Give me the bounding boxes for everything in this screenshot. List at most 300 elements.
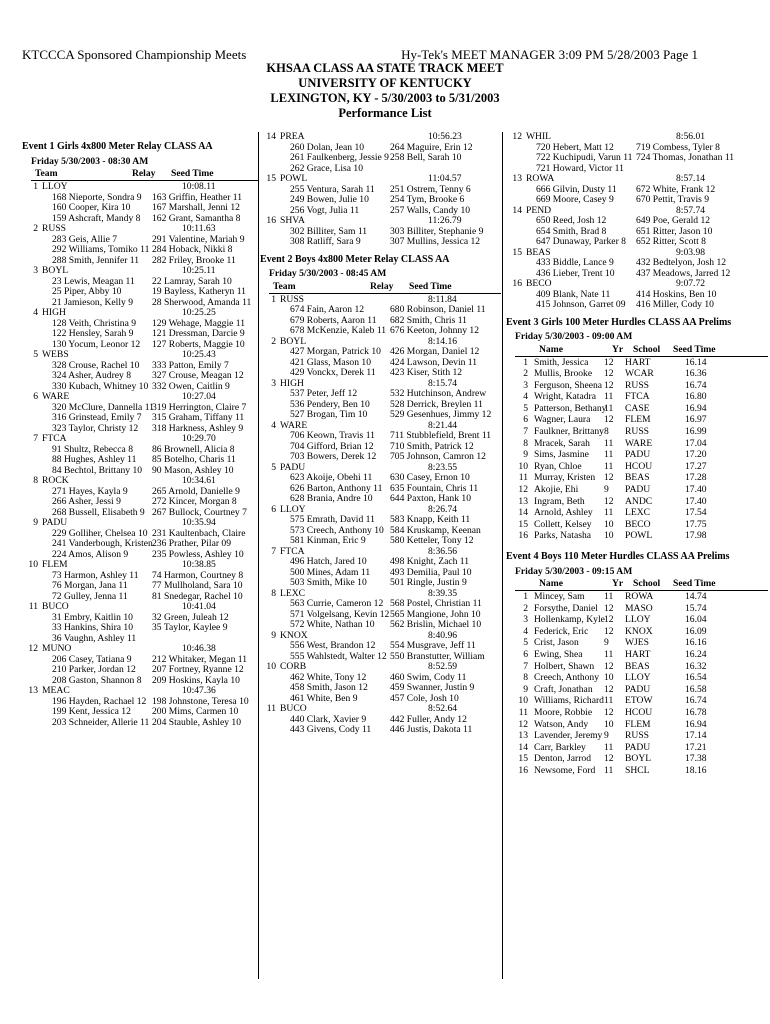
relay-legs-row [290,599,501,610]
athlete-name: Ferguson, Sheena [534,379,603,391]
relay-athlete: 556 West, Brandon 12 [290,640,376,651]
team-code: POWL [280,173,308,184]
place: 3 [523,379,528,391]
relay-athlete: 724 Thomas, Jonathan 11 [636,152,735,163]
place: 11 [518,472,528,484]
athlete-name: Wagner, Laura [534,414,591,426]
relay-athlete: 255 Ventura, Sarah 11 [290,183,375,195]
relay-athlete: 409 Blank, Nate 11 [536,288,611,300]
relay-athlete: 442 Fuller, Andy 12 [390,713,467,725]
school: HCOU [625,706,653,718]
relay-legs-row [290,164,501,175]
relay-athlete: 32 Green, Juleah 12 [152,611,229,623]
relay-athlete: 307 Mullins, Jessica 12 [390,236,481,247]
relay-athlete: 318 Harkness, Ashley 9 [152,422,244,434]
seed-time: 16.32 [685,660,707,672]
seed-time: 10:11.63 [182,223,216,234]
relay-legs-row [52,623,258,634]
school: FLEM [625,414,651,426]
event-title: Event 4 Boys 110 Meter Hurdles CLASS AA Prelims [506,551,730,562]
relay-athlete: 315 Graham, Tiffany 11 [152,412,245,423]
team-code: BOYL [280,335,307,347]
team-code: BUCO [280,703,307,714]
document-titles [0,61,770,121]
relay-athlete: 241 Vanderbough, Kristen [52,538,153,549]
athlete-name: Forsythe, Daniel [534,602,598,614]
relay-legs-row [52,245,258,256]
relay-athlete: 91 Shultz, Rebecca 8 [52,443,133,455]
team-code: FLEM [42,559,68,570]
year: 9 [604,637,609,649]
relay-athlete: 626 Barton, Anthony 11 [290,482,383,494]
relay-athlete: 81 Snedegar, Rachel 10 [152,590,243,602]
relay-team-row [260,132,501,143]
relay-athlete: 437 Meadows, Jarred 12 [636,267,731,279]
relay-athlete: 330 Kubach, Whitney 10 [52,380,149,392]
column-seed: Seed Time [673,578,716,589]
seed-time: 10:38.85 [182,559,216,570]
relay-legs-row [52,256,258,267]
relay-team-row [260,295,501,306]
relay-athlete: 580 Ketteler, Tony 12 [390,535,474,546]
relay-legs-row [52,707,258,718]
relay-athlete: 271 Hayes, Kayla 9 [52,485,128,497]
relay-legs-row [52,550,258,561]
place: 8 [523,437,528,449]
relay-team-row [22,434,258,445]
team-code: LLOY [42,181,68,192]
relay-legs-row [290,620,501,631]
year: 12 [604,472,614,484]
relay-team-row [260,174,501,185]
relay-athlete: 73 Harmon, Ashley 11 [52,569,139,581]
place: 8 [33,475,38,486]
school: MASO [625,602,653,614]
athlete-name: Collett, Kelsey [534,518,592,530]
place: 11 [28,601,38,612]
column-divider [258,132,259,979]
event-date: Friday 5/30/2003 - 08:45 AM [269,268,387,279]
team-code: MEAC [42,685,70,696]
column-3 [506,132,768,778]
relay-legs-row [536,164,768,175]
relay-legs-row [536,216,768,227]
relay-athlete: 251 Ostrem, Tenny 6 [390,183,471,195]
relay-legs-row [52,287,258,298]
relay-athlete: 652 Ritter, Scott 8 [636,236,706,247]
relay-athlete: 229 Golliher, Chelsea 10 [52,527,148,539]
relay-athlete: 416 Miller, Cody 10 [636,299,714,310]
seed-time: 10:35.94 [182,517,216,528]
relay-athlete: 436 Lieber, Trent 10 [536,267,615,279]
column-1 [22,132,258,728]
school: RUSS [625,379,649,391]
seed-time: 17.98 [685,530,707,542]
relay-athlete: 127 Roberts, Maggie 10 [152,338,245,350]
seed-time: 16.16 [685,637,707,649]
seed-time: 16.09 [685,625,707,637]
relay-legs-row [290,494,501,505]
seed-time: 10:25.43 [182,349,216,360]
relay-team-row [506,279,768,290]
place: 4 [33,307,38,318]
relay-athlete: 200 Mims, Carmen 10 [152,706,239,717]
relay-athlete: 209 Hoskins, Kayla 10 [152,674,240,686]
school: WCAR [625,368,654,380]
year: 11 [604,741,614,753]
relay-athlete: 23 Lewis, Meagan 11 [52,275,135,287]
list-title: Performance List [338,106,432,120]
athlete-name: Federick, Eric [534,625,589,637]
relay-legs-row [52,539,258,550]
relay-athlete: 163 Griffin, Heather 11 [152,191,243,203]
column-year: Yr [612,578,624,589]
relay-athlete: 162 Grant, Samantha 8 [152,212,241,224]
relay-athlete: 323 Taylor, Christy 12 [52,422,139,434]
relay-athlete: 459 Swanner, Justin 9 [390,682,475,693]
relay-athlete: 231 Kaultenbach, Claire [152,527,246,539]
relay-athlete: 283 Geis, Allie 7 [52,233,118,245]
relay-team-row [260,379,501,390]
relay-athlete: 160 Cooper, Kira 10 [52,202,131,213]
seed-time: 8:36.56 [428,545,458,557]
relay-athlete: 623 Akoije, Obehi 11 [290,472,373,483]
seed-time: 17.28 [685,472,707,484]
relay-athlete: 264 Maguire, Erin 12 [390,141,473,153]
athlete-name: Williams, Richard [534,695,604,707]
relay-legs-row [52,466,258,477]
relay-athlete: 457 Cole, Josh 10 [390,692,459,704]
relay-athlete: 85 Botelho, Charis 11 [152,454,236,465]
relay-athlete: 268 Bussell, Elisabeth 9 [52,506,145,518]
athlete-name: Moore, Robbie [534,706,593,718]
relay-athlete: 76 Morgan, Jana 11 [52,580,128,591]
relay-athlete: 256 Vogt, Julia 11 [290,204,360,216]
relay-athlete: 720 Hebert, Matt 12 [536,141,614,153]
column-seed: Seed Time [171,168,214,179]
relay-legs-row [290,578,501,589]
athlete-name: Mracek, Sarah [534,437,590,449]
relay-athlete: 88 Hughes, Ashley 11 [52,454,137,465]
relay-athlete: 443 Givens, Cody 11 [290,724,372,735]
column-seed: Seed Time [673,343,716,355]
athlete-name: Creech, Anthony [534,672,600,684]
seed-time: 17.27 [685,460,707,472]
athlete-name: Mincey, Sam [534,591,585,602]
relay-athlete: 575 Emrath, David 11 [290,514,375,525]
relay-athlete: 562 Brislin, Michael 10 [390,619,482,630]
year: 11 [604,695,614,707]
school: CASE [625,402,650,414]
team-code: PADU [280,461,306,473]
relay-athlete: 461 White, Ben 9 [290,692,358,704]
place: 15 [512,246,522,258]
seed-time: 16.04 [685,614,707,626]
hurdle-entry-row [506,592,768,604]
relay-athlete: 303 Billiter, Stephanie 9 [390,225,484,237]
relay-athlete: 198 Johnstone, Teresa 10 [152,695,249,707]
relay-athlete: 711 Stubblefield, Brent 11 [390,430,492,441]
event-date: Friday 5/30/2003 - 09:15 AM [515,565,633,577]
seed-time: 17.20 [685,449,707,461]
team-code: WEBS [42,349,69,360]
relay-athlete: 501 Ringle, Justin 9 [390,577,467,588]
seed-time: 16.74 [685,379,707,391]
seed-time: 9:03.98 [676,246,706,258]
school: HART [625,648,651,660]
relay-team-row [22,560,258,571]
relay-legs-row [52,424,258,435]
relay-athlete: 204 Stauble, Ashley 10 [152,716,242,728]
seed-time: 10:29.70 [182,433,216,444]
team-code: KNOX [280,629,308,641]
relay-team-row [22,308,258,319]
relay-athlete: 19 Bayless, Katheryn 11 [152,286,246,297]
relay-legs-row [290,652,501,663]
relay-athlete: 414 Hoskins, Ben 10 [636,288,717,300]
place: 1 [33,181,38,192]
relay-column-header [269,282,501,294]
seed-time: 17.40 [685,495,707,507]
relay-legs-row [290,206,501,217]
relay-legs-row [290,473,501,484]
place: 5 [523,402,528,414]
school: BEAS [625,660,650,672]
relay-athlete: 630 Casey, Ernon 10 [390,472,470,483]
place: 12 [512,131,522,142]
place: 6 [523,414,528,426]
seed-time: 10:46.38 [182,643,216,654]
year: 11 [604,449,614,461]
team-code: SHVA [280,215,305,226]
relay-athlete: 266 Asher, Jessi 9 [52,496,121,507]
column-team: Team [273,280,296,292]
team-code: BUCO [42,601,69,612]
seed-time: 17.40 [685,484,707,496]
relay-athlete: 168 Nieporte, Sondra 9 [52,191,142,203]
school: ANDC [625,495,653,507]
relay-legs-row [290,641,501,652]
relay-athlete: 324 Asher, Audrey 8 [52,370,132,381]
seed-time: 8:40.96 [428,629,458,641]
relay-team-row [260,631,501,642]
relay-team-row [506,174,768,185]
school: WJES [625,637,649,649]
event-date: Friday 5/30/2003 - 09:00 AM [515,331,633,342]
relay-athlete: 644 Paxton, Hank 10 [390,493,472,504]
school: SHCL [625,764,650,776]
spacer [260,248,501,252]
seed-time: 8:57.74 [676,204,706,216]
relay-athlete: 28 Sherwood, Amanda 11 [152,296,252,308]
team-code: PEND [526,204,552,216]
event-title: Event 3 Girls 100 Meter Hurdles CLASS AA Prelims [506,316,732,328]
hurdle-entry-row [506,731,768,743]
team-code: WHIL [526,131,552,142]
year: 12 [604,368,614,380]
relay-athlete: 206 Casey, Tatiana 9 [52,653,132,665]
hurdle-entry-row [506,485,768,497]
athlete-name: Newsome, Ford [534,764,596,776]
place: 14 [512,204,522,216]
relay-athlete: 572 White, Nathan 10 [290,619,375,630]
relay-athlete: 236 Prather, Pilar 09 [152,538,232,549]
relay-athlete: 460 Swim, Cody 11 [390,671,467,683]
team-code: RUSS [42,223,66,234]
team-code: WARE [42,391,70,402]
athlete-name: Smith, Jessica [534,356,589,368]
school: ROWA [625,591,654,602]
place: 6 [271,503,276,515]
relay-athlete: 493 Demilia, Paul 10 [390,566,472,578]
relay-team-row [260,505,501,516]
athlete-name: Parks, Natasha [534,530,592,542]
relay-athlete: 284 Hoback, Nikki 8 [152,244,233,255]
seed-time: 8:26.74 [428,503,458,515]
seed-time: 11:04.57 [428,173,462,184]
place: 10 [266,661,276,672]
place: 2 [271,335,276,347]
relay-athlete: 678 McKenzie, Kaleb 11 [290,325,387,336]
relay-athlete: 267 Bullock, Courtney 7 [152,506,247,518]
relay-team-row [260,216,501,227]
spacer [506,543,768,549]
relay-legs-row [52,634,258,645]
year: 9 [604,484,609,496]
team-code: LEXC [280,587,306,599]
seed-time: 10:08.11 [182,181,216,192]
seed-time: 16.54 [685,672,707,684]
seed-time: 16.74 [685,695,707,707]
relay-athlete: 25 Piper, Abby 10 [52,286,122,297]
athlete-name: Ingram, Beth [534,495,585,507]
spacer [506,311,768,315]
athlete-name: Ryan, Chloe [534,460,582,472]
event-date: Friday 5/30/2003 - 08:30 AM [31,155,149,167]
column-year: Yr [612,343,624,355]
seed-time: 10:41.04 [182,601,216,612]
column-team: Team [35,168,58,179]
relay-athlete: 536 Pendery, Ben 10 [290,398,370,410]
seed-time: 8:11.84 [428,293,457,305]
athlete-name: Wright, Katadra [534,391,596,403]
relay-legs-row [290,326,501,337]
software-timestamp: Hy-Tek's MEET MANAGER 3:09 PM 5/28/2003 Page 1 [401,47,698,62]
team-code: HIGH [280,377,304,389]
place: 6 [523,648,528,660]
year: 12 [604,414,614,426]
place: 9 [33,517,38,528]
school: RUSS [625,426,649,438]
place: 9 [271,629,276,641]
relay-legs-row [290,237,501,248]
athlete-name: Crist, Jason [534,637,579,649]
relay-athlete: 666 Gilvin, Dusty 11 [536,183,617,195]
place: 11 [266,703,276,714]
school: POWL [625,530,653,542]
school: KNOX [625,625,653,637]
relay-legs-row [52,508,258,519]
relay-legs-row [290,431,501,442]
relay-legs-row [536,258,768,269]
athlete-name: Ewing, Shea [534,648,583,660]
relay-athlete: 722 Kuchipudi, Varun 11 [536,152,633,163]
year: 11 [604,764,614,776]
relay-athlete: 421 Glass, Mason 10 [290,356,372,368]
relay-legs-row [290,557,501,568]
relay-legs-row [290,515,501,526]
relay-athlete: 432 Bedtelyon, Josh 12 [636,257,727,268]
relay-athlete: 224 Amos, Alison 9 [52,548,129,560]
relay-athlete: 628 Brania, Andre 10 [290,493,373,504]
athlete-name: Denton, Jarrod [534,753,592,765]
team-code: PADU [42,517,68,528]
seed-time: 10:34.61 [182,475,216,486]
seed-time: 16.36 [685,368,707,380]
year: 9 [604,730,609,742]
column-name: Name [539,578,563,589]
relay-athlete: 327 Crouse, Meagan 12 [152,370,244,381]
relay-team-row [22,518,258,529]
relay-athlete: 563 Currie, Cameron 12 [290,598,384,609]
school: PADU [625,741,651,753]
relay-athlete: 669 Moore, Casey 9 [536,194,614,205]
year: 11 [604,402,614,414]
team-code: ROCK [42,475,69,486]
relay-team-row [22,602,258,613]
place: 15 [518,518,528,530]
relay-athlete: 74 Harmon, Courtney 8 [152,569,244,581]
relay-athlete: 257 Walls, Candy 10 [390,204,471,216]
hurdle-column-header [515,345,768,357]
school: LLOY [625,614,651,626]
year: 10 [604,518,614,530]
relay-legs-row [52,581,258,592]
relay-athlete: 426 Morgan, Daniel 12 [390,346,480,357]
relay-athlete: 260 Dolan, Jean 10 [290,141,365,153]
relay-athlete: 651 Ritter, Jason 10 [636,225,713,237]
venue-title: UNIVERSITY OF KENTUCKY [298,76,472,90]
relay-athlete: 129 Wehage, Maggie 11 [152,317,246,329]
relay-legs-row [52,665,258,676]
team-code: BEAS [526,246,551,258]
year: 11 [604,648,614,660]
school: ETOW [625,695,653,707]
school: PADU [625,683,651,695]
year: 10 [604,672,614,684]
relay-team-row [506,206,768,217]
relay-team-row [22,392,258,403]
place: 7 [523,426,528,438]
seed-time: 8:57.14 [676,173,706,184]
athlete-name: Holbert, Shawn [534,660,595,672]
place: 13 [518,730,528,742]
relay-athlete: 503 Smith, Mike 10 [290,577,367,588]
team-code: LLOY [280,503,306,515]
year: 12 [604,495,614,507]
relay-athlete: 462 White, Tony 12 [290,671,367,683]
seed-time: 8:21.44 [428,419,458,431]
relay-athlete: 424 Lawson, Devin 11 [390,356,478,368]
meet-sponsor: KTCCCA Sponsored Championship Meets [22,47,247,62]
athlete-name: Arnold, Ashley [534,507,593,519]
seed-time: 17.04 [685,437,707,449]
relay-legs-row [536,153,768,164]
relay-athlete: 550 Branstutter, William [390,650,485,662]
column-seed: Seed Time [409,280,452,292]
relay-athlete: 584 Kruskamp, Keenan [390,524,481,536]
athlete-name: Faulkner, Brittany [534,426,604,438]
